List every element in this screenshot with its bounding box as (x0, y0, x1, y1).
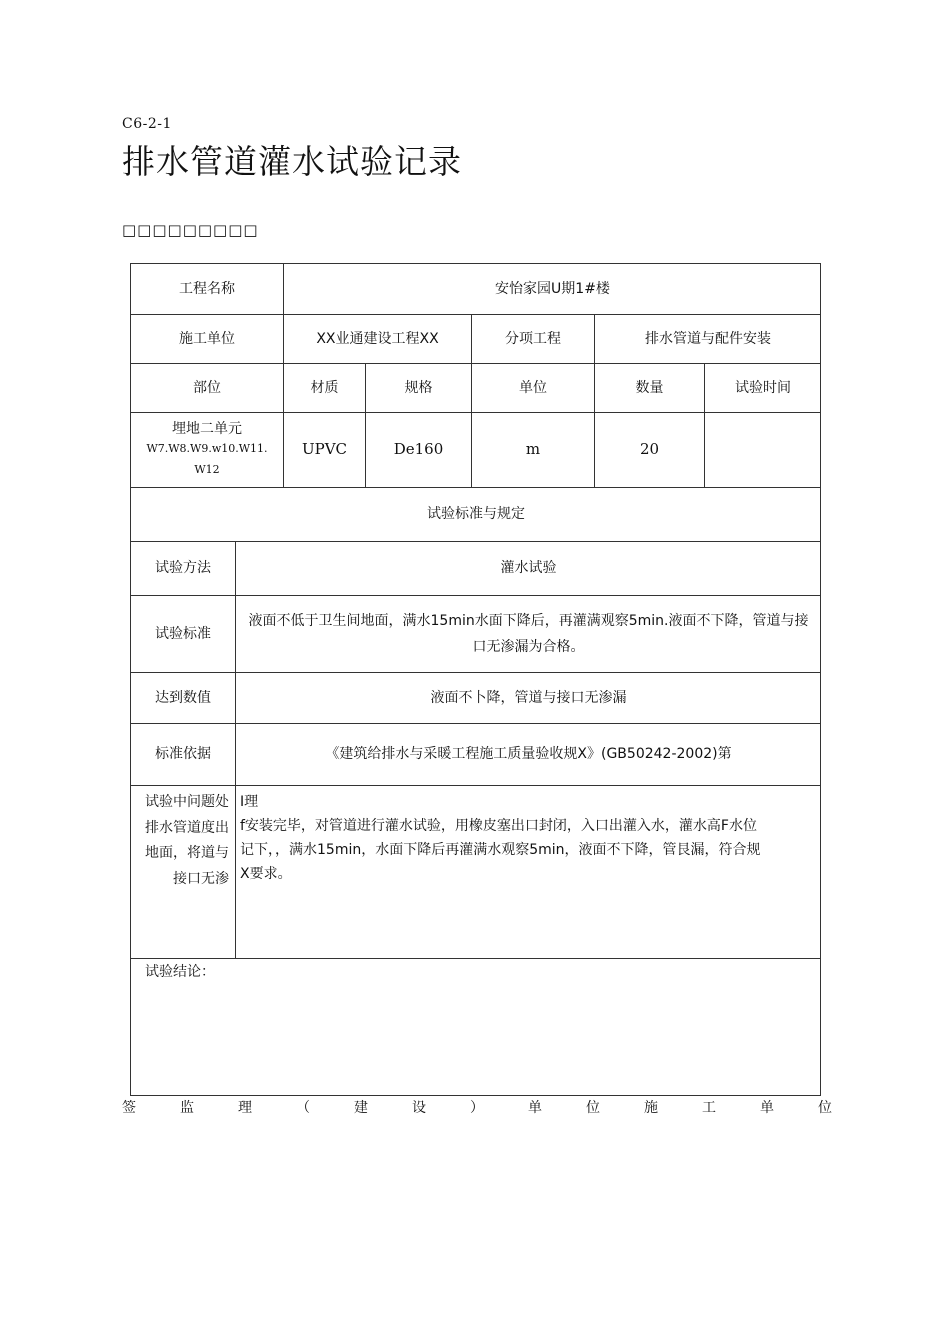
signature-char: 建 (354, 1100, 368, 1116)
signature-char: 签 (122, 1100, 136, 1116)
signature-row (122, 1097, 832, 1117)
problem-text-line: f安装完毕，对管道进行灌水试验，用橡皮塞出口封闭，入口出灌入水，灌水高F水位 (240, 818, 757, 834)
achieved-value: 液面不卜降，管道与接口无渗漏 (430, 689, 627, 706)
signature-char: 监 (180, 1100, 194, 1116)
column-header-location: 部位 (193, 379, 221, 396)
problem-text-line: 记下，，满水15min，水面下降后再灌满水观察5min，液面不下降，管艮漏，符合规 (240, 842, 761, 858)
sub-project-label: 分项工程 (505, 330, 561, 347)
column-header-quantity: 数量 (635, 379, 664, 396)
signature-char: 工 (702, 1100, 716, 1116)
column-header-unit: 单位 (519, 379, 547, 396)
problem-text-line: I理 (240, 794, 259, 810)
location-line-1: 埋地二单元 (172, 420, 242, 437)
location-line-2: W7.W8.W9.w10.W11. (146, 442, 268, 456)
signature-char: 单 (760, 1100, 774, 1116)
signature-char: 位 (586, 1100, 600, 1116)
test-standard-label: 试验标准 (155, 625, 211, 642)
problem-label-line: 试验中问题处 (145, 794, 229, 810)
spec-value: De160 (393, 440, 444, 459)
standard-basis-label: 标准依据 (155, 746, 211, 763)
problem-handling-text (240, 790, 818, 886)
form-code: C6-2-1 (122, 116, 172, 132)
test-method-value: 灌水试验 (500, 560, 557, 577)
page-title: 排水管道灌水试验记录 (122, 142, 462, 181)
signature-char: 位 (818, 1100, 832, 1116)
problem-label-line: 接口无渗 (173, 870, 229, 887)
signature-char: （ (296, 1100, 310, 1116)
standards-header: 试验标准与规定 (427, 506, 525, 523)
construction-unit-value: XX业通建设工程XX (316, 330, 439, 347)
signature-char: 施 (644, 1100, 658, 1116)
problem-handling-label (131, 790, 234, 892)
test-conclusion-label: 试验结论： (145, 964, 215, 980)
test-time-value (705, 413, 821, 487)
test-method-label: 试验方法 (155, 560, 211, 577)
column-header-material: 材质 (310, 379, 339, 396)
signature-char: 设 (412, 1100, 426, 1116)
construction-unit-label: 施工单位 (179, 330, 235, 347)
problem-label-line: 排水管道度出 (145, 819, 229, 836)
quantity-value: 20 (639, 440, 660, 459)
project-name-label: 工程名称 (179, 280, 235, 297)
sub-project-value: 排水管道与配件安装 (645, 330, 771, 347)
location-cell (131, 413, 283, 487)
standard-basis-value: 《建筑给排水与采暖工程施工质量验收规X》(GB50242-2002)第 (325, 746, 732, 763)
project-name-value: 安怡家园U期1#楼 (495, 280, 610, 297)
test-standard-value: 液面不低于卫生间地面，满水15min水面下降后，再灌满观察5min.液面不下降，管道与接口无渗漏为合格。 (248, 613, 809, 655)
column-header-test-time: 试验时间 (735, 379, 791, 396)
location-line-3: W12 (194, 463, 220, 477)
signature-char: 单 (528, 1100, 542, 1116)
signature-char: 理 (238, 1100, 252, 1116)
problem-text-line: X要求。 (240, 866, 292, 882)
subtitle-placeholder: □□□□□□□□□ (122, 221, 259, 239)
signature-char: ） (470, 1100, 484, 1116)
column-header-spec: 规格 (404, 379, 433, 396)
material-value: UPVC (301, 440, 348, 459)
problem-label-line: 地面，将道与 (145, 845, 229, 861)
unit-value: m (525, 440, 541, 459)
achieved-value-label: 达到数值 (155, 689, 211, 706)
